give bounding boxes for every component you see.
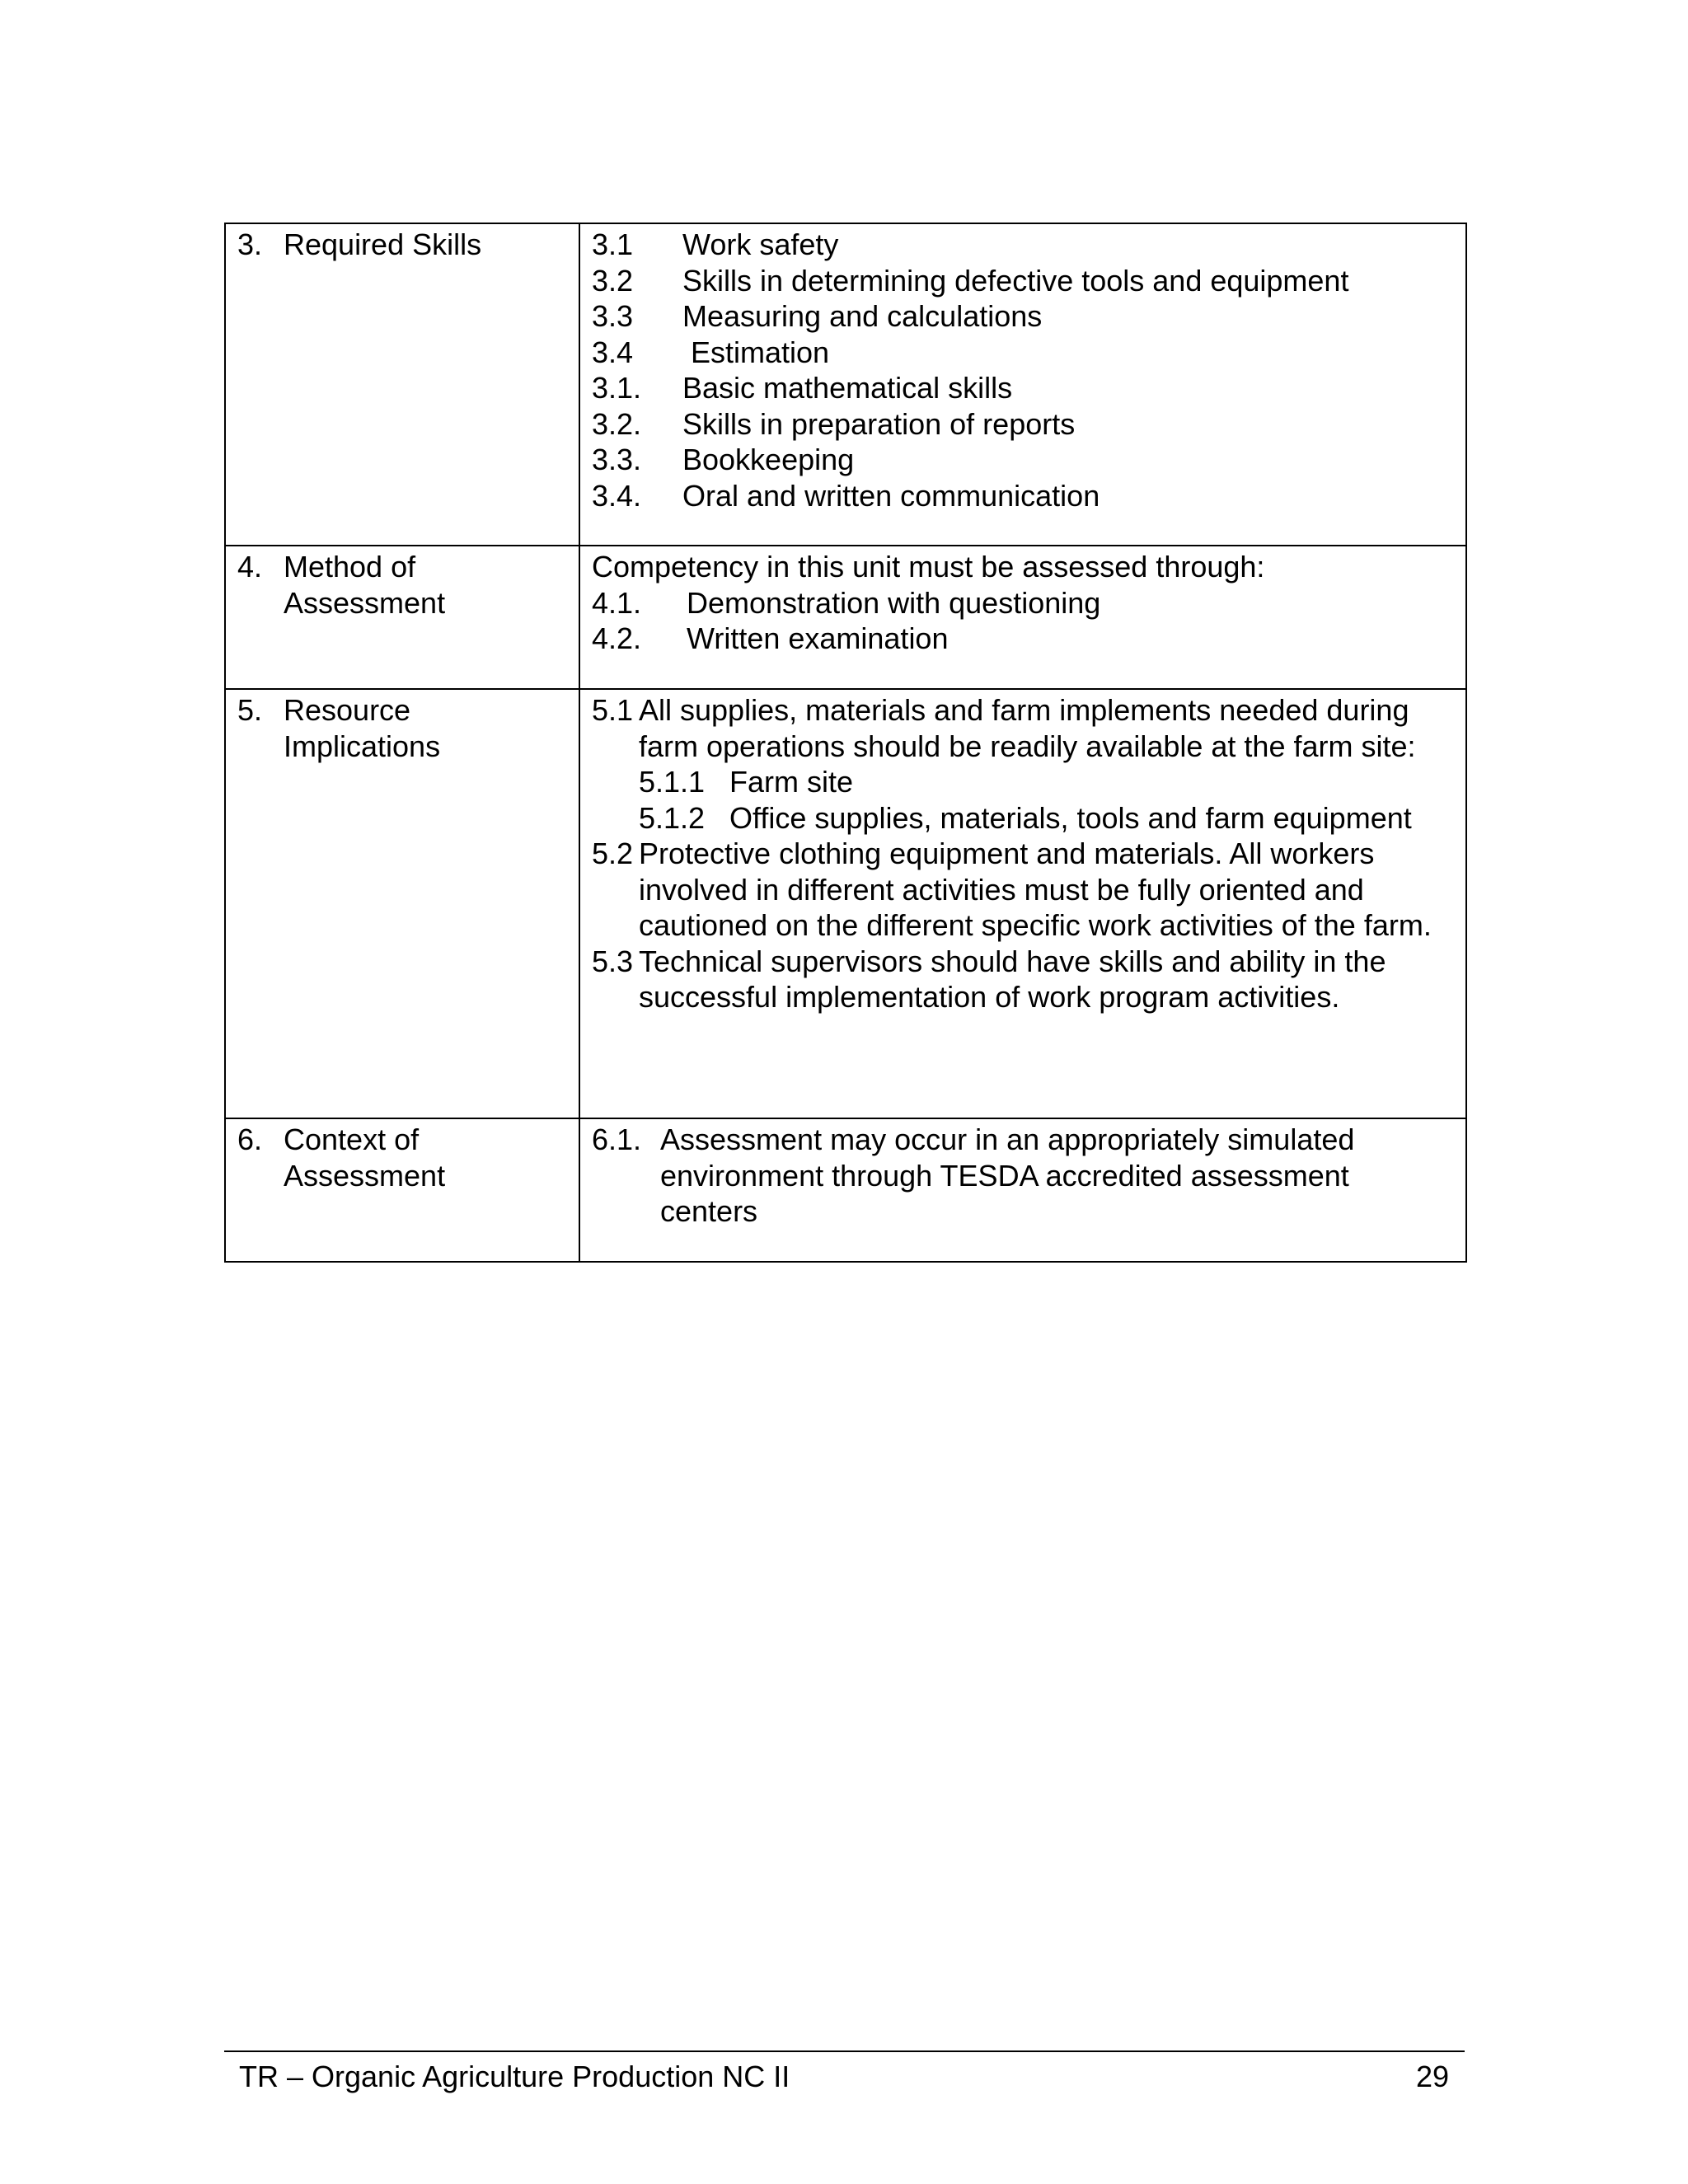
item-text: Bookkeeping [682, 443, 855, 476]
item-number: 3.3 [592, 299, 634, 333]
item-number: 3.1 [592, 227, 634, 261]
item-text: Technical supervisors should have skills and ability in the successful implementation of work program activities. [639, 944, 1386, 1014]
item-text: Oral and written communication [682, 478, 1100, 513]
row-label-text: Resource Implications [284, 693, 441, 763]
list-item [592, 335, 1454, 371]
table-row-resource-implications [225, 689, 1466, 1118]
footer-divider [224, 2050, 1465, 2052]
list-sub-item [639, 800, 1454, 837]
evidence-guide-table [224, 223, 1467, 1263]
item-number: 3.4 [592, 335, 634, 369]
footer-title: TR – Organic Agriculture Production NC II [239, 2060, 790, 2093]
list-item [592, 478, 1454, 514]
row-label-number: 3. [237, 227, 263, 261]
item-text: Office supplies, materials, tools and farm equipment [729, 800, 1412, 835]
list-item [592, 406, 1454, 443]
row-intro-text: Competency in this unit must be assessed through: [592, 550, 1265, 583]
item-text: Skills in determining defective tools and equipment [682, 263, 1349, 298]
item-text: Skills in preparation of reports [682, 406, 1076, 441]
table-row-required-skills [225, 223, 1466, 546]
item-text: Measuring and calculations [682, 299, 1043, 333]
item-text: Farm site [729, 765, 854, 799]
item-text: Estimation [682, 335, 830, 369]
list-item [592, 298, 1454, 335]
item-text: Basic mathematical skills [682, 371, 1013, 405]
page-number: 29 [1415, 2060, 1449, 2093]
row-label-cell [225, 1118, 579, 1262]
item-number: 5.2 [592, 837, 634, 870]
list-item [592, 263, 1454, 299]
list-item [592, 944, 1454, 1015]
row-content-cell [579, 689, 1466, 1118]
list-item [592, 1122, 1454, 1230]
item-text: Protective clothing equipment and materials. All workers involved in different activities must be fully oriented and cautioned on the different specific work activities of the farm. [639, 837, 1432, 942]
list-item [592, 836, 1454, 944]
item-number: 3.2 [592, 263, 634, 298]
row-content-cell [579, 223, 1466, 546]
item-number: 3.3. [592, 443, 642, 476]
list-sub-item [639, 764, 1454, 800]
list-item [592, 621, 1454, 657]
row-label-text: Method of Assessment [284, 550, 446, 620]
row-label-number: 6. [237, 1122, 263, 1156]
list-item [592, 442, 1454, 478]
item-number: 3.2. [592, 406, 642, 441]
item-number: 5.1.1 [639, 765, 706, 799]
row-label-text: Required Skills [284, 227, 482, 261]
list-item [592, 227, 1454, 263]
row-content-cell [579, 1118, 1466, 1262]
item-number: 5.1.2 [639, 800, 706, 835]
item-text: Assessment may occur in an appropriately simulated environment through TESDA accredited assessment centers [660, 1122, 1355, 1228]
row-content-cell [579, 546, 1466, 689]
item-text: All supplies, materials and farm implements needed during farm operations should be readily available at the farm site: [639, 693, 1416, 763]
item-text: Demonstration with questioning [687, 585, 1101, 620]
row-label-cell [225, 223, 579, 546]
row-label-text: Context of Assessment [284, 1122, 446, 1193]
list-item [592, 585, 1454, 621]
table-row-method-of-assessment [225, 546, 1466, 689]
item-number: 3.4. [592, 478, 642, 513]
item-number: 4.1. [592, 585, 642, 620]
item-text: Work safety [682, 227, 839, 261]
item-text: Written examination [687, 621, 949, 655]
row-label-cell [225, 689, 579, 1118]
item-number: 6.1. [592, 1122, 642, 1156]
list-item [592, 370, 1454, 406]
item-number: 3.1. [592, 371, 642, 405]
item-number: 5.1 [592, 693, 634, 727]
table-row-context-of-assessment [225, 1118, 1466, 1262]
row-label-number: 5. [237, 693, 263, 727]
row-label-cell [225, 546, 579, 689]
row-label-number: 4. [237, 550, 263, 583]
item-number: 4.2. [592, 621, 642, 655]
item-number: 5.3 [592, 944, 634, 978]
list-item [592, 692, 1454, 764]
